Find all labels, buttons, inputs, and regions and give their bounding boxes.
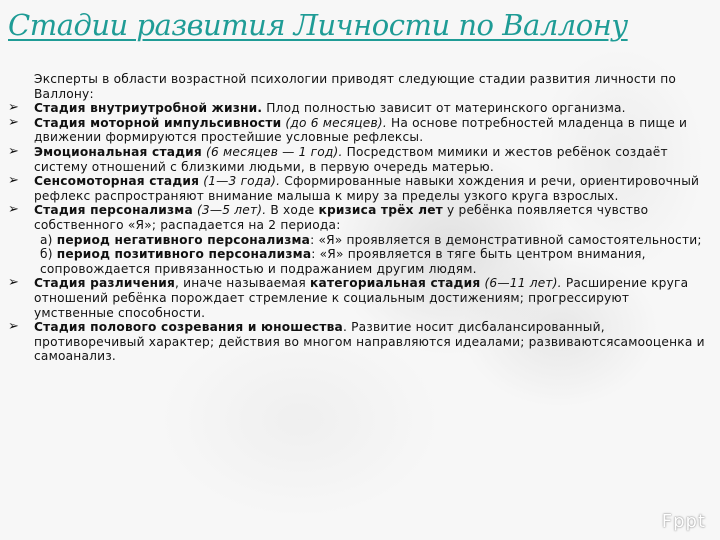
stage-name: Эмоциональная стадия bbox=[34, 144, 202, 159]
stage-name: Стадия внутриутробной жизни. bbox=[34, 101, 263, 116]
stage-text: . Развитие носит дисбалансированный, противоречивый характер; действия во многом направляются идеалами; развиваютсясамооценка и самоанализ. bbox=[34, 320, 705, 364]
stage-text: В ходе bbox=[266, 203, 319, 218]
list-item bbox=[8, 276, 713, 320]
list-item bbox=[8, 203, 713, 232]
sub-text: : «Я» проявляется в тяге быть центром внимания, сопровождается привязанностью и подражанием другим людям. bbox=[40, 247, 646, 276]
sub-period-b bbox=[8, 247, 713, 276]
stage-text: На основе потребностей младенца в пище и движении формируются простейшие условные рефлексы. bbox=[34, 115, 688, 145]
stage-text: Плод полностью зависит от материнского организма. bbox=[262, 101, 626, 116]
stage-age: (3—5 лет). bbox=[192, 203, 267, 218]
crisis-term: кризиса трёх лет bbox=[318, 203, 443, 218]
watermark-logo: Fppt bbox=[661, 511, 706, 532]
list-item bbox=[8, 320, 713, 364]
sub-term: период позитивного персонализма bbox=[56, 247, 312, 262]
stage-name: Стадия моторной импульсивности bbox=[34, 115, 282, 130]
stage-name: Стадия различения bbox=[34, 276, 175, 291]
stage-alt-name: категориальная стадия bbox=[310, 276, 481, 291]
arrow-bullet-icon: ➢ bbox=[8, 114, 20, 130]
arrow-bullet-icon: ➢ bbox=[8, 319, 20, 335]
stage-text: Посредством мимики и жестов ребёнок создаёт систему отношений с близкими людьми, в первую очередь матерью. bbox=[34, 144, 668, 174]
list-item bbox=[8, 101, 713, 116]
sub-period-a bbox=[8, 233, 713, 248]
arrow-bullet-icon: ➢ bbox=[8, 173, 20, 189]
stage-text: , иначе называемая bbox=[175, 276, 311, 291]
arrow-bullet-icon: ➢ bbox=[8, 143, 20, 159]
page-title: Стадии развития Личности по Валлону bbox=[8, 8, 628, 42]
sub-prefix: а) bbox=[40, 232, 57, 247]
list-item bbox=[8, 145, 713, 174]
arrow-bullet-icon: ➢ bbox=[8, 202, 20, 218]
stage-age: (1—3 года). bbox=[199, 174, 281, 189]
stage-text-cont: у ребёнка появляется чувство собственного «Я»; распадается на 2 периода: bbox=[34, 203, 649, 232]
sub-text: : «Я» проявляется в демонстративной самостоятельности; bbox=[310, 232, 702, 247]
intro-paragraph: Эксперты в области возрастной психологии приводят следующие стадии развития личности по Валлону: bbox=[34, 72, 677, 101]
stage-age: (6—11 лет). bbox=[480, 276, 562, 291]
list-item bbox=[8, 116, 713, 145]
stage-name: Сенсомоторная стадия bbox=[34, 174, 200, 189]
sub-term: период негативного персонализма bbox=[56, 232, 311, 247]
stage-name: Стадия полового созревания и юношества bbox=[34, 320, 343, 335]
arrow-bullet-icon: ➢ bbox=[8, 275, 20, 291]
arrow-bullet-icon: ➢ bbox=[8, 100, 20, 116]
stage-age: (6 месяцев — 1 год). bbox=[201, 144, 343, 159]
stage-name: Стадия персонализма bbox=[34, 203, 193, 218]
stage-age: (до 6 месяцев). bbox=[281, 115, 387, 130]
content-body bbox=[8, 72, 713, 364]
sub-prefix: б) bbox=[40, 247, 57, 262]
stage-text: Сформированные навыки хождения и речи, ориентировочный рефлекс распространяют внимание малыша к миру за пределы узкого круга взрослых. bbox=[34, 174, 700, 203]
stage-text-cont: Расширение круга отношений ребёнка порождает стремление к социальным достижениям; прогрессируют умственные способности. bbox=[34, 276, 689, 320]
list-item bbox=[8, 174, 713, 203]
